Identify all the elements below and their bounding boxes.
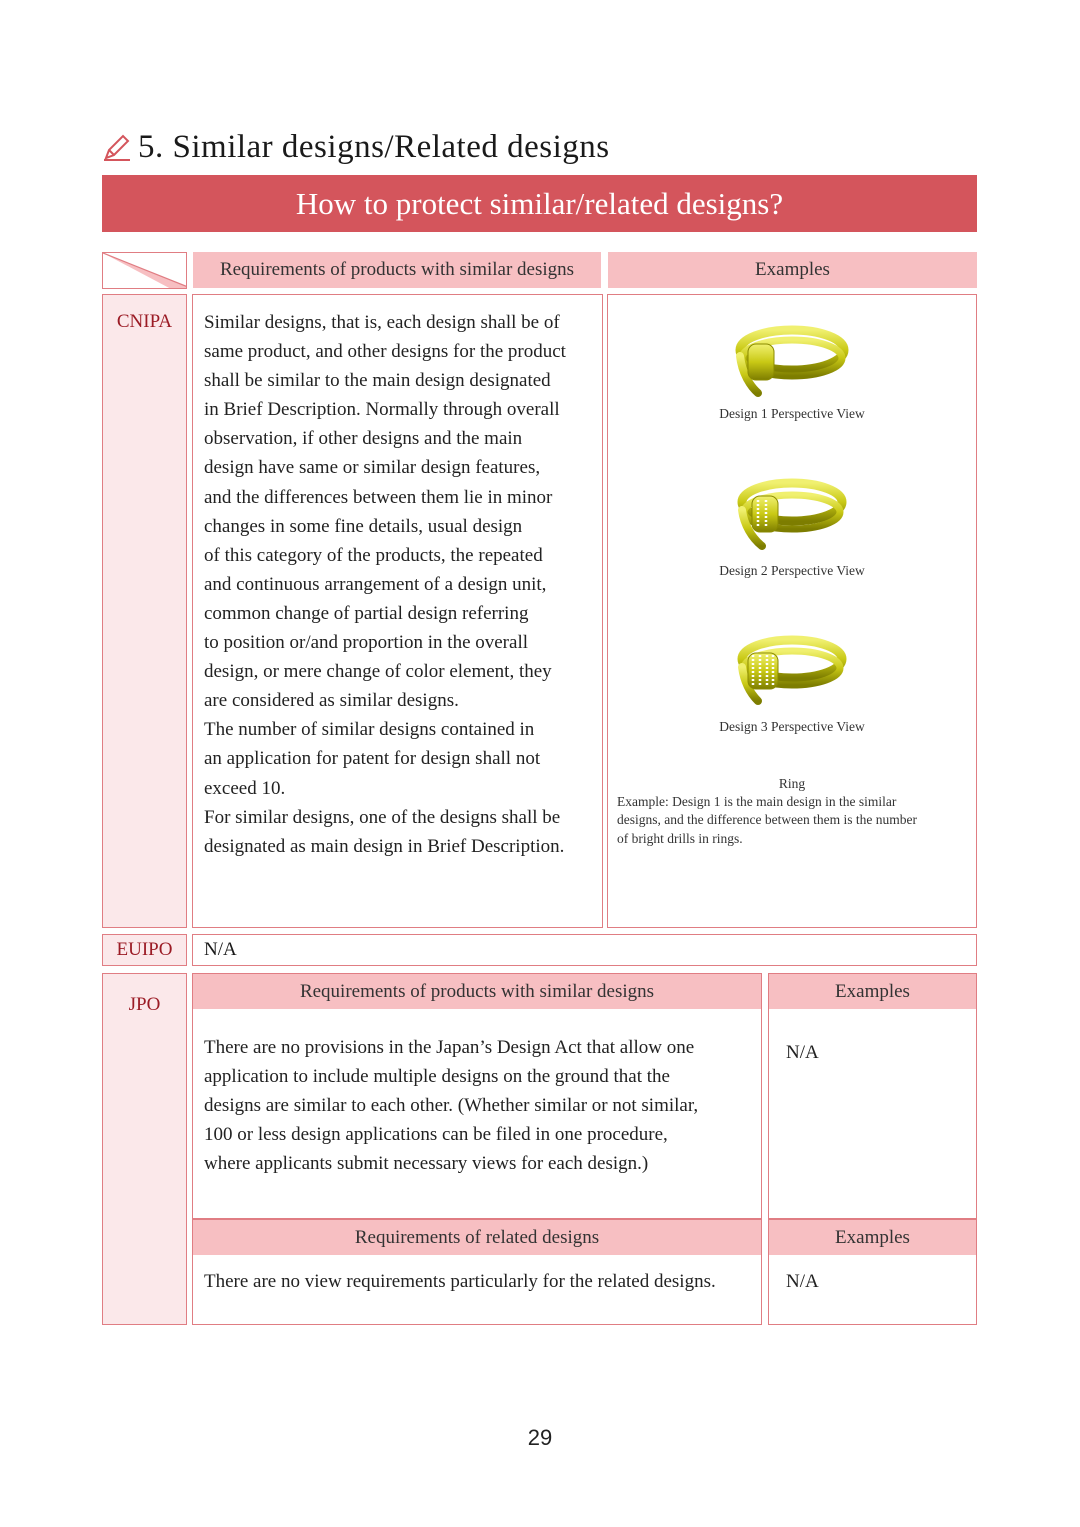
banner-text: How to protect similar/related designs? xyxy=(295,185,784,221)
examples-header xyxy=(608,252,977,288)
requirements-header xyxy=(193,252,601,288)
example-product-name: Ring xyxy=(778,776,806,791)
cnipa-line: The number of similar designs contained in xyxy=(204,719,535,741)
euipo-label: EUIPO xyxy=(116,939,173,960)
note-line: designs, and the difference between them is the number xyxy=(617,812,918,828)
ring-design-3-image xyxy=(722,625,852,715)
jpo-similar-examples-header-text: Examples xyxy=(835,980,910,1002)
jpo-line: designs are similar to each other. (Whether similar or not similar, xyxy=(204,1095,699,1117)
cnipa-label-cell xyxy=(102,294,187,928)
caption-design-1: Design 1 Perspective View xyxy=(719,406,865,421)
corner-cell xyxy=(102,252,187,289)
cnipa-line: and the differences between them lie in minor xyxy=(204,486,553,508)
jpo-label-cell xyxy=(102,973,187,1325)
cnipa-line: same product, and other designs for the product xyxy=(204,341,566,363)
jpo-similar-examples-cell xyxy=(768,973,977,1219)
jpo-label: JPO xyxy=(128,994,161,1015)
cnipa-label: CNIPA xyxy=(116,311,173,332)
jpo-similar-text xyxy=(204,1033,756,1178)
jpo-similar-examples-value: N/A xyxy=(786,1042,819,1063)
jpo-related-examples-value: N/A xyxy=(786,1271,819,1292)
page-title-text: 5. Similar designs/Related designs xyxy=(138,128,610,165)
page-title xyxy=(102,124,982,170)
cnipa-line: design, or mere change of color element, they xyxy=(204,661,552,683)
example-note xyxy=(617,793,962,848)
caption-design-3: Design 3 Perspective View xyxy=(719,719,865,734)
cnipa-line: changes in some fine details, usual design xyxy=(204,515,523,537)
jpo-line: application to include multiple designs on the ground that the xyxy=(204,1066,670,1088)
ring-design-2-image xyxy=(722,470,852,560)
cnipa-line: in Brief Description. Normally through overall xyxy=(204,399,560,421)
jpo-line: where applicants submit necessary views for each design.) xyxy=(204,1153,649,1175)
jpo-similar-examples-header xyxy=(769,974,976,1009)
cnipa-line: shall be similar to the main design designated xyxy=(204,370,551,392)
cnipa-line: common change of partial design referring xyxy=(204,602,529,624)
jpo-related-text: There are no view requirements particularly for the related designs. xyxy=(204,1271,716,1292)
cnipa-line: are considered as similar designs. xyxy=(204,690,459,712)
page-number: 29 xyxy=(527,1425,553,1450)
jpo-similar-header-text: Requirements of products with similar designs xyxy=(299,980,655,1002)
requirements-header-text: Requirements of products with similar designs xyxy=(219,259,575,280)
jpo-related-header-text: Requirements of related designs xyxy=(354,1226,600,1248)
cnipa-line: observation, if other designs and the main xyxy=(204,428,523,450)
cnipa-requirements-text xyxy=(204,308,599,861)
note-line: Example: Design 1 is the main design in the similar xyxy=(617,794,897,809)
jpo-related-examples-header xyxy=(769,1220,976,1255)
jpo-similar-header xyxy=(193,974,761,1009)
jpo-line: There are no provisions in the Japan’s Design Act that allow one xyxy=(204,1037,695,1058)
jpo-related-examples-header-text: Examples xyxy=(835,1226,910,1248)
cnipa-line: For similar designs, one of the designs shall be xyxy=(204,806,561,828)
examples-header-text: Examples xyxy=(755,259,830,280)
caption-design-2: Design 2 Perspective View xyxy=(719,563,865,578)
cnipa-line: design have same or similar design features, xyxy=(204,457,541,479)
ring-design-1-image xyxy=(722,318,852,408)
cnipa-line: an application for patent for design shall not xyxy=(204,748,541,770)
jpo-related-header xyxy=(193,1220,761,1255)
euipo-value-cell xyxy=(192,934,977,966)
cnipa-line: of this category of the products, the repeated xyxy=(204,544,543,566)
cnipa-line: exceed 10. xyxy=(204,777,286,799)
jpo-line: 100 or less design applications can be filed in one procedure, xyxy=(204,1124,668,1146)
cnipa-line: and continuous arrangement of a design unit, xyxy=(204,573,547,595)
note-line: of bright drills in rings. xyxy=(617,830,743,846)
pencil-icon xyxy=(102,132,132,162)
cnipa-line: designated as main design in Brief Description. xyxy=(204,835,565,857)
section-banner xyxy=(102,175,977,232)
euipo-value: N/A xyxy=(204,939,237,960)
euipo-label-cell xyxy=(102,934,187,966)
cnipa-line: to position or/and proportion in the overall xyxy=(204,632,529,654)
cnipa-line: Similar designs, that is, each design shall be of xyxy=(204,312,560,333)
